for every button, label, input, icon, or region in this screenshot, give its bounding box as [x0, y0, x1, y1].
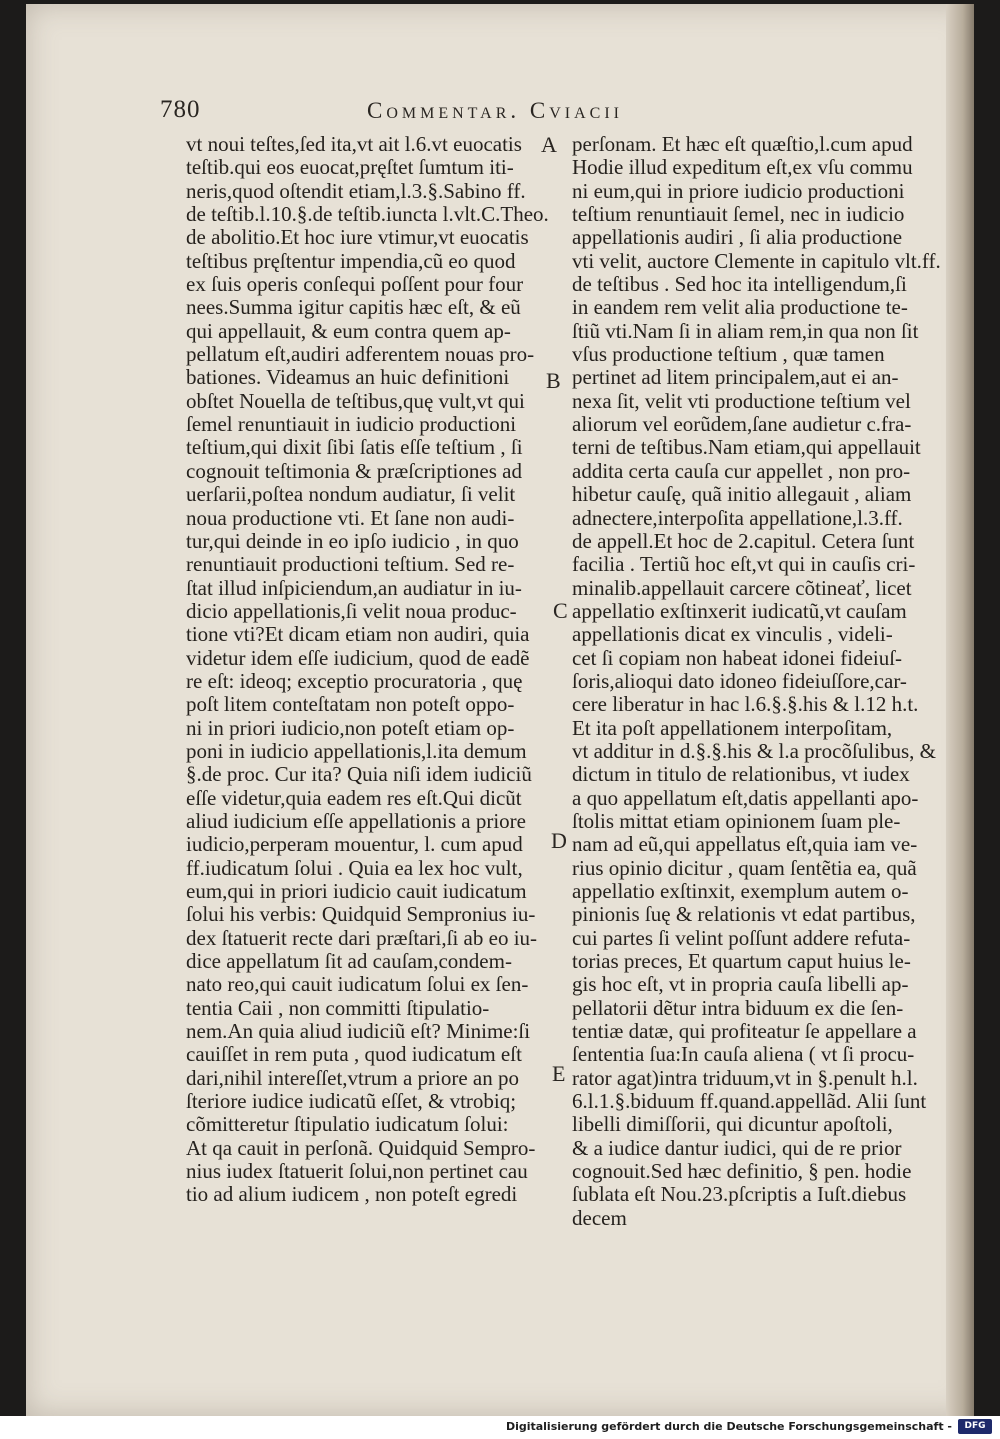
text-line: bationes. Videamus an huic definitioni — [186, 365, 510, 390]
text-line: rator agat)intra triduum,vt in §.penult h.l. — [572, 1065, 918, 1090]
text-line: cognouit teſtimonia & præſcriptiones ad — [186, 458, 522, 483]
text-line: poſt litem conteſtatam non poteſt oppo- — [186, 692, 515, 717]
text-line: renuntiauit productioni teſtium. Sed re- — [186, 552, 515, 577]
text-line: teſtibus pręſtentur impendia,cũ eo quod — [186, 248, 516, 273]
text-line: ſolui his verbis: Quidquid Sempronius iu- — [186, 902, 536, 927]
text-line: ſteriore iudice iudicatũ eſſet, & vtrobiq; — [186, 1089, 517, 1114]
text-line: perſonam. Et hæc eſt quæſtio,l.cum apud — [572, 132, 913, 156]
text-line: pellatorii dẽtur intra biduum ex die ſen- — [572, 995, 904, 1020]
text-line: At qa cauit in perſonã. Quidquid Sempro- — [186, 1135, 536, 1160]
text-line: hibetur cauſę, quã initio allegauit , aliam — [572, 482, 912, 507]
text-line: vt noui teſtes,ſed ita,vt ait l.6.vt euocatis — [186, 132, 522, 156]
text-line: ſtiũ vti.Nam ſi in aliam rem,in qua non ſit — [572, 318, 919, 343]
text-line: rius opinio dicitur , quam ſentẽtia ea, quã — [572, 855, 917, 880]
text-line: cognouit.Sed hæc definitio, § pen. hodie — [572, 1159, 912, 1184]
text-line: in eandem rem velit alia productione te- — [572, 295, 908, 320]
text-line: facilia . Tertiũ hoc eſt,vt qui in cauſis cri- — [572, 552, 916, 577]
text-line: ſublata eſt Nou.23.pſcriptis a Iuſt.diebus — [572, 1182, 907, 1207]
running-head: Commentar. Cviacii — [367, 98, 624, 123]
text-line: decem — [572, 1205, 627, 1230]
text-line: eum,qui in priori iudicio cauit iudicatum — [186, 879, 527, 903]
page-number: 780 — [160, 96, 201, 123]
margin-letter-b: B — [546, 368, 561, 393]
text-line: tione vti?Et dicam etiam non audiri, quia — [186, 622, 530, 647]
text-line: uerſarii,poſtea nondum audiatur, ſi velit — [186, 482, 516, 507]
text-line: nato reo,qui cauit iudicatum ſolui ex ſen- — [186, 972, 529, 997]
text-line: teſtium renuntiauit ſemel, nec in iudicio — [572, 202, 905, 227]
margin-letter-e: E — [552, 1061, 566, 1086]
text-line: nius iudex ſtatuerit ſolui,non pertinet cau — [186, 1159, 528, 1184]
margin-letter-a: A — [541, 132, 557, 157]
page-header — [160, 96, 940, 136]
text-line: neris,quod oſtendit etiam,l.3.§.Sabino ff. — [186, 178, 526, 203]
margin-letter-c: C — [553, 598, 568, 623]
text-line: re eſt: ideoq; exceptio procuratoria , quę — [186, 668, 523, 693]
dfg-logo: DFG — [958, 1419, 992, 1434]
text-line: videtur idem eſſe iudicium, quod de eadẽ — [186, 645, 530, 670]
text-line: dicio appellationis,ſi velit noua produc- — [186, 598, 517, 623]
text-line: aliud iudicium eſſe appellationis a priore — [186, 808, 526, 833]
text-line: poni in iudicio appellationis,l.ita demum — [186, 738, 527, 763]
text-line: tentiæ datæ, qui profiteatur ſe appellare a — [572, 1019, 917, 1044]
right-text-column — [572, 132, 941, 1230]
text-line: de teſtib.l.10.§.de teſtib.iuncta l.vlt.C.Theo. — [186, 202, 549, 227]
margin-letter-d: D — [551, 828, 567, 853]
text-line: ni eum,qui in priore iudicio productioni — [572, 178, 905, 203]
text-line: de appell.Et hoc de 2.capitul. Cetera ſunt — [572, 528, 915, 553]
text-line: vſus productione teſtium , quæ tamen — [572, 342, 885, 367]
text-line: de teſtibus . Sed hoc ita intelligendum,ſi — [572, 272, 907, 297]
text-line: qui appellauit, & eum contra quem ap- — [186, 318, 511, 343]
text-line: appellationis audiri , ſi alia productione — [572, 225, 903, 250]
text-line: cet ſi copiam non habeat idonei fideiuſ- — [572, 645, 903, 670]
text-line: cõmitteretur ſtipulatio iudicatum ſolui: — [186, 1112, 509, 1137]
text-line: aliorum vel eorũdem,ſane audietur c.fra- — [572, 412, 912, 437]
text-line: teſtium,qui dixit ſibi ſatis eſſe teſtium , ſi — [186, 435, 523, 460]
text-line: Hodie illud expeditum eſt,ex vſu commu — [572, 155, 913, 180]
text-line: dari,nihil intereſſet,vtrum a priore an po — [186, 1065, 519, 1090]
text-line: appellationis dicat ex vinculis , videli- — [572, 622, 893, 647]
text-line: cere liberatur in hac l.6.§.§.his & l.12 h.t. — [572, 692, 919, 717]
text-line: Et ita poſt appellationem interpoſitam, — [572, 715, 893, 740]
text-line: torias preces, Et quartum caput huius le- — [572, 949, 911, 974]
funding-note: Digitalisierung gefördert durch die Deutsche Forschungsgemeinschaft - — [505, 1420, 952, 1433]
text-line: dex ſtatuerit recte dari præſtari,ſi ab eo iu- — [186, 925, 538, 950]
text-line: ſoris,alioqui dato idoneo fideiuſſore,car- — [572, 668, 907, 693]
text-line: tentia Caii , non committi ſtipulatio- — [186, 995, 490, 1020]
text-line: appellatio exſtinxit, exemplum autem o- — [572, 879, 909, 903]
text-line: libelli dimiſſorii, qui dicuntur apoſtoli, — [572, 1112, 893, 1137]
text-line: & a iudice dantur iudici, qui de re prior — [572, 1135, 902, 1160]
text-line: dice appellatum ſit ad cauſam,condem- — [186, 949, 512, 974]
text-line: vt additur in d.§.§.his & l.a procõſulibus, & — [572, 738, 936, 763]
text-line: addita certa cauſa cur appellet , non pro- — [572, 458, 911, 483]
text-line: 6.l.1.§.biduum ff.quand.appellãd. Alii ſunt — [572, 1089, 927, 1114]
text-line: §.de proc. Cur ita? Quia niſi idem iudiciũ — [186, 762, 532, 787]
text-line: de abolitio.Et hoc iure vtimur,vt euocatis — [186, 225, 529, 250]
text-line: obſtet Nouella de teſtibus,quę vult,vt qui — [186, 388, 525, 413]
text-line: iudicio,perperam mouentur, l. cum apud — [186, 832, 523, 857]
text-line: minalib.appellauit carcere cõtineať, licet — [572, 575, 912, 600]
text-line: pinionis ſuę & relationis vt edat partibus, — [572, 902, 916, 927]
text-line: a quo appellatum eſt,datis appellanti apo- — [572, 785, 919, 810]
text-line: pertinet ad litem principalem,aut ei an- — [572, 365, 899, 390]
text-line: noua productione vti. Et ſane non audi- — [186, 505, 515, 530]
text-line: nem.An quia aliud iudiciũ eſt? Minime:ſi — [186, 1019, 531, 1044]
text-line: cui partes ſi velint poſſunt addere refuta- — [572, 925, 911, 950]
text-line: pellatum eſt,audiri adferentem nouas pro- — [186, 342, 535, 367]
text-line: nees.Summa igitur capitis hæc eſt, & eũ — [186, 295, 521, 320]
text-line: appellatio exſtinxerit iudicatũ,vt cauſam — [572, 598, 907, 623]
text-line: ſententia ſua:In cauſa aliena ( vt ſi procu- — [572, 1042, 915, 1067]
text-line: nam ad eũ,qui appellatus eſt,quia iam ve- — [572, 832, 918, 857]
text-line: ff.iudicatum ſolui . Quia ea lex hoc vult, — [186, 855, 523, 880]
text-line: ex ſuis operis conſequi poſſent pour four — [186, 272, 524, 297]
text-line: ſemel renuntiauit in iudicio productioni — [186, 412, 517, 437]
text-line: adnectere,interpoſita appellatione,l.3.ff. — [572, 505, 903, 530]
text-line: gis hoc eſt, vt in propria cauſa libelli ap- — [572, 972, 909, 997]
text-line: ſtat illud inſpiciendum,an audiatur in iu- — [186, 575, 522, 600]
text-line: vti velit, auctore Clemente in capitulo vlt.ff. — [572, 248, 941, 273]
text-line: eſſe videtur,quia eadem res eſt.Qui dicũt — [186, 785, 522, 810]
text-line: terni de teſtibus.Nam etiam,qui appellauit — [572, 435, 921, 460]
text-line: tio ad alium iudicem , non poteſt egredi — [186, 1182, 518, 1207]
text-line: cauiſſet in rem puta , quod iudicatum eſt — [186, 1042, 522, 1067]
text-line: teſtib.qui eos euocat,pręſtet ſumtum iti- — [186, 155, 514, 180]
text-line: ſtolis mittat etiam opinionem ſuam ple- — [572, 808, 901, 833]
text-line: nexa ſit, velit vti productione teſtium vel — [572, 388, 911, 413]
text-line: tur,qui deinde in eo ipſo iudicio , in quo — [186, 528, 519, 553]
page-edge — [946, 4, 974, 1416]
footer-bar — [0, 1416, 1000, 1439]
text-line: ni in priori iudicio,non poteſt etiam op- — [186, 715, 515, 740]
text-line: dictum in titulo de relationibus, vt iudex — [572, 762, 910, 787]
left-text-column — [186, 132, 549, 1207]
